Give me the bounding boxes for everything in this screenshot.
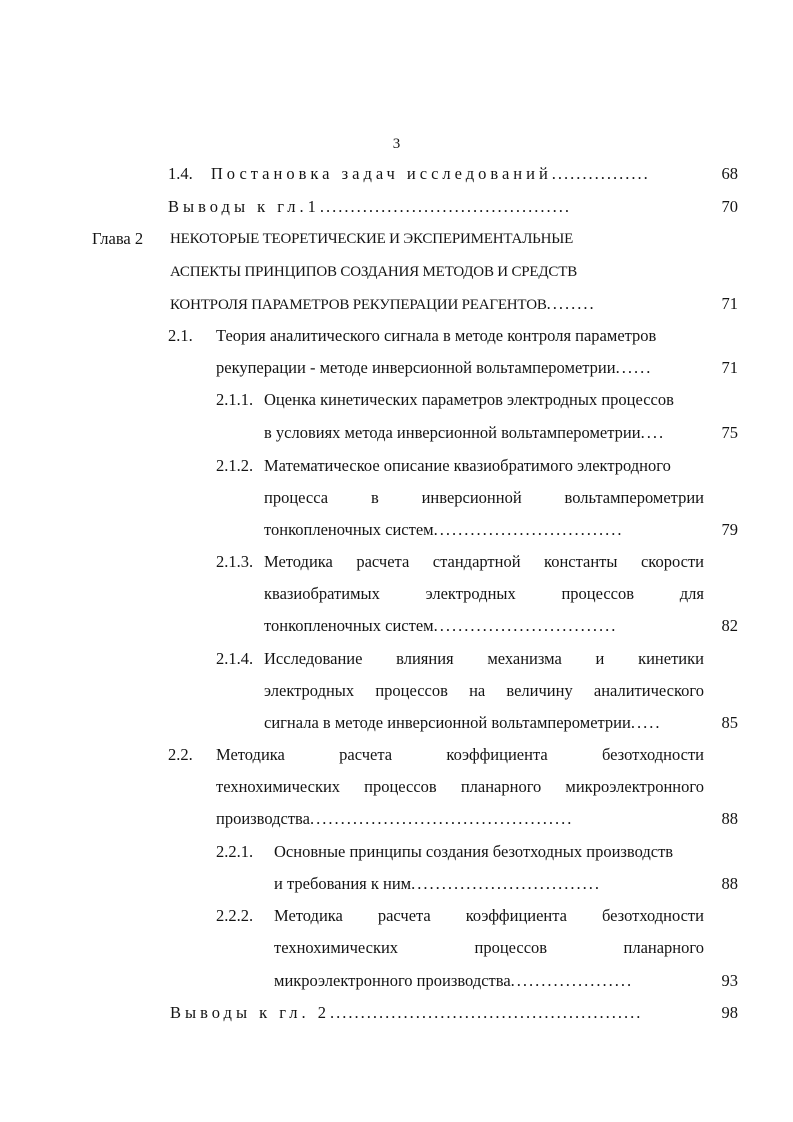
toc-title-line: микроэлектронного производства xyxy=(274,971,511,990)
toc-title-line: рекуперации - методе инверсионной вольтамперометрии xyxy=(216,358,616,377)
toc-page: 79 xyxy=(721,520,738,539)
toc-page: 98 xyxy=(721,1003,738,1022)
toc-title-line: Теория аналитического сигнала в методе контроля параметров xyxy=(216,326,657,345)
toc-title-line xyxy=(264,488,704,508)
word: в xyxy=(370,488,379,507)
toc-num: 2.1.3. xyxy=(216,552,254,571)
toc-title-line: Исследование влияния механизма и кинетики xyxy=(264,649,704,668)
toc-num: 2.2.1. xyxy=(216,842,254,861)
toc-leader: ...... xyxy=(615,358,653,377)
toc-page: 71 xyxy=(721,358,738,377)
toc-leader: ................................................... xyxy=(329,1003,643,1022)
toc-title-line: Методика расчета стандартной константы скорости xyxy=(264,552,704,571)
toc-page: 75 xyxy=(721,423,738,442)
toc-page: 88 xyxy=(721,809,738,828)
word: инверсионной xyxy=(421,488,522,507)
toc-page: 70 xyxy=(721,197,738,216)
chapter-label: Глава 2 xyxy=(92,229,144,248)
toc-title-line: НЕКОТОРЫЕ ТЕОРЕТИЧЕСКИЕ И ЭКСПЕРИМЕНТАЛЬНЫЕ xyxy=(170,231,574,247)
toc-title-line: в условиях метода инверсионной вольтамперометрии xyxy=(264,423,641,442)
toc-title: Выводы к гл.1 xyxy=(168,197,320,216)
toc-title-line: АСПЕКТЫ ПРИНЦИПОВ СОЗДАНИЯ МЕТОДОВ И СРЕДСТВ xyxy=(170,264,577,280)
toc-num: 1.4. xyxy=(168,164,193,183)
page-number: 3 xyxy=(392,136,401,152)
toc-page: 88 xyxy=(721,874,738,893)
toc-num: 2.1.4. xyxy=(216,649,254,668)
toc-title-line: сигнала в методе инверсионной вольтамперометрии xyxy=(264,713,631,732)
toc-title-line: тонкопленочных систем xyxy=(264,520,434,539)
toc-title-line: квазиобратимых электродных процессов для xyxy=(264,584,704,603)
toc-leader: .............................. xyxy=(433,616,618,635)
toc-page: 82 xyxy=(721,616,738,635)
toc-title-line: КОНТРОЛЯ ПАРАМЕТРОВ РЕКУПЕРАЦИИ РЕАГЕНТОВ xyxy=(170,297,547,313)
toc-title: Выводы к гл. 2 xyxy=(170,1003,330,1022)
toc-title-line: Методика расчета коэффициента безотходности xyxy=(274,906,704,925)
toc-title-line: Математическое описание квазиобратимого электродного xyxy=(264,456,671,475)
toc-page: 85 xyxy=(721,713,738,732)
toc-page: 68 xyxy=(721,164,738,183)
toc-leader: ................ xyxy=(551,164,650,183)
toc-title-line: и требования к ним xyxy=(274,874,412,893)
toc-page: 71 xyxy=(721,294,738,313)
toc-title-line: электродных процессов на величину аналитического xyxy=(264,681,704,700)
toc-title-line: производства xyxy=(216,809,310,828)
toc-title-line: Основные принципы создания безотходных производств xyxy=(274,842,674,861)
toc-title-line: тонкопленочных систем xyxy=(264,616,434,635)
toc-title-line: Оценка кинетических параметров электродных процессов xyxy=(264,390,674,409)
toc-num: 2.2.2. xyxy=(216,906,254,925)
toc-title-line: технохимических процессов планарного микроэлектронного xyxy=(216,777,704,796)
toc-num: 2.2. xyxy=(168,745,193,764)
toc-leader: .... xyxy=(640,423,666,442)
toc-leader: ............................... xyxy=(433,520,624,539)
toc-num: 2.1.2. xyxy=(216,456,254,475)
toc-leader: .................... xyxy=(510,971,634,990)
toc-title-line: Методика расчета коэффициента безотходности xyxy=(216,745,704,764)
toc-leader: ..... xyxy=(630,713,662,732)
toc-leader: ............................... xyxy=(411,874,601,893)
toc-num: 2.1. xyxy=(168,326,193,345)
toc-title: Постановка задач исследований xyxy=(210,164,552,183)
toc-leader: ......................................... xyxy=(319,197,571,216)
toc-title-line: технохимических процессов планарного xyxy=(274,938,704,957)
toc-num: 2.1.1. xyxy=(216,390,254,409)
word: процесса xyxy=(264,488,329,507)
toc-page: 93 xyxy=(721,971,738,990)
word: вольтамперометрии xyxy=(564,488,704,507)
toc-leader: ........ xyxy=(546,294,596,313)
toc-leader: ........................................... xyxy=(309,809,574,828)
